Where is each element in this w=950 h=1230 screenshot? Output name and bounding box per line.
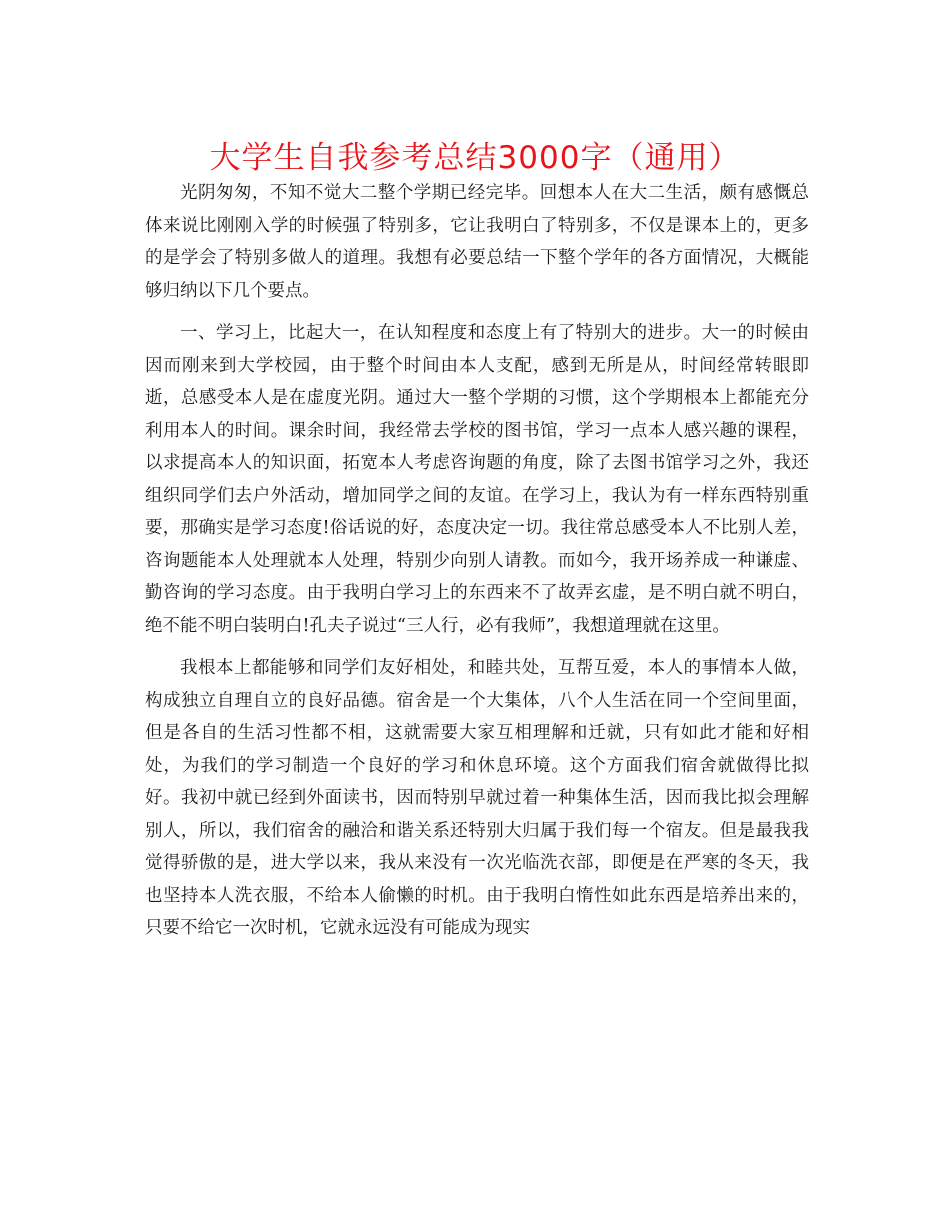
paragraph-dorm-life: 我根本上都能够和同学们友好相处，和睦共处，互帮互爱，本人的事情本人做，构成独立自理自立的良好品德。宿舍是一个大集体，八个人生活在同一个空间里面，但是各自的生活习性都不相，这就需要大家互相理解和迁就，只有如此才能和好相处，为我们的学习制造一个良好的学习和休息环境。这个方面我们宿舍就做得比拟好。我初中就已经到外面读书，因而特别早就过着一种集体生活，因而我比拟会理解别人，所以，我们宿舍的融洽和谐关系还特别大归属于我们每一个宿友。但是最我我觉得骄傲的是，进大学以来，我从来没有一次光临洗衣部，即便是在严寒的冬天，我也坚持本人洗衣服，不给本人偷懒的时机。由于我明白惰性如此东西是培养出来的，只要不给它一次时机，它就永远没有可能成为现实 — [145, 658, 809, 938]
document-title: 大学生自我参考总结3000字（通用） — [209, 140, 741, 176]
document-body — [145, 177, 809, 955]
paragraph-study: 一、学习上，比起大一，在认知程度和态度上有了特别大的进步。大一的时候由因而刚来到大学校园，由于整个时间由本人支配，感到无所是从，时间经常转眼即逝，总感受本人是在虚度光阴。通过大一整个学期的习惯，这个学期根本上都能充分利用本人的时间。课余时间，我经常去学校的图书馆，学习一点本人感兴趣的课程，以求提高本人的知识面，拓宽本人考虑咨询题的角度，除了去图书馆学习之外，我还组织同学们去户外活动，增加同学之间的友谊。在学习上，我认为有一样东西特别重要，那确实是学习态度!俗话说的好，态度决定一切。我往常总感受本人不比别人差，咨询题能本人处理就本人处理，特别少向别人请教。而如今，我开场养成一种谦虚、勤咨询的学习态度。由于我明白学习上的东西来不了故弄玄虚，是不明白就不明白，绝不能不明白装明白!孔夫子说过“三人行，必有我师”，我想道理就在这里。 — [145, 323, 809, 636]
paragraph-intro: 光阴匆匆，不知不觉大二整个学期已经完毕。回想本人在大二生活，颇有感慨总体来说比刚刚入学的时候强了特别多，它让我明白了特别多，不仅是课本上的，更多的是学会了特别多做人的道理。我想有必要总结一下整个学年的各方面情况，大概能够归纳以下几个要点。 — [145, 183, 809, 301]
